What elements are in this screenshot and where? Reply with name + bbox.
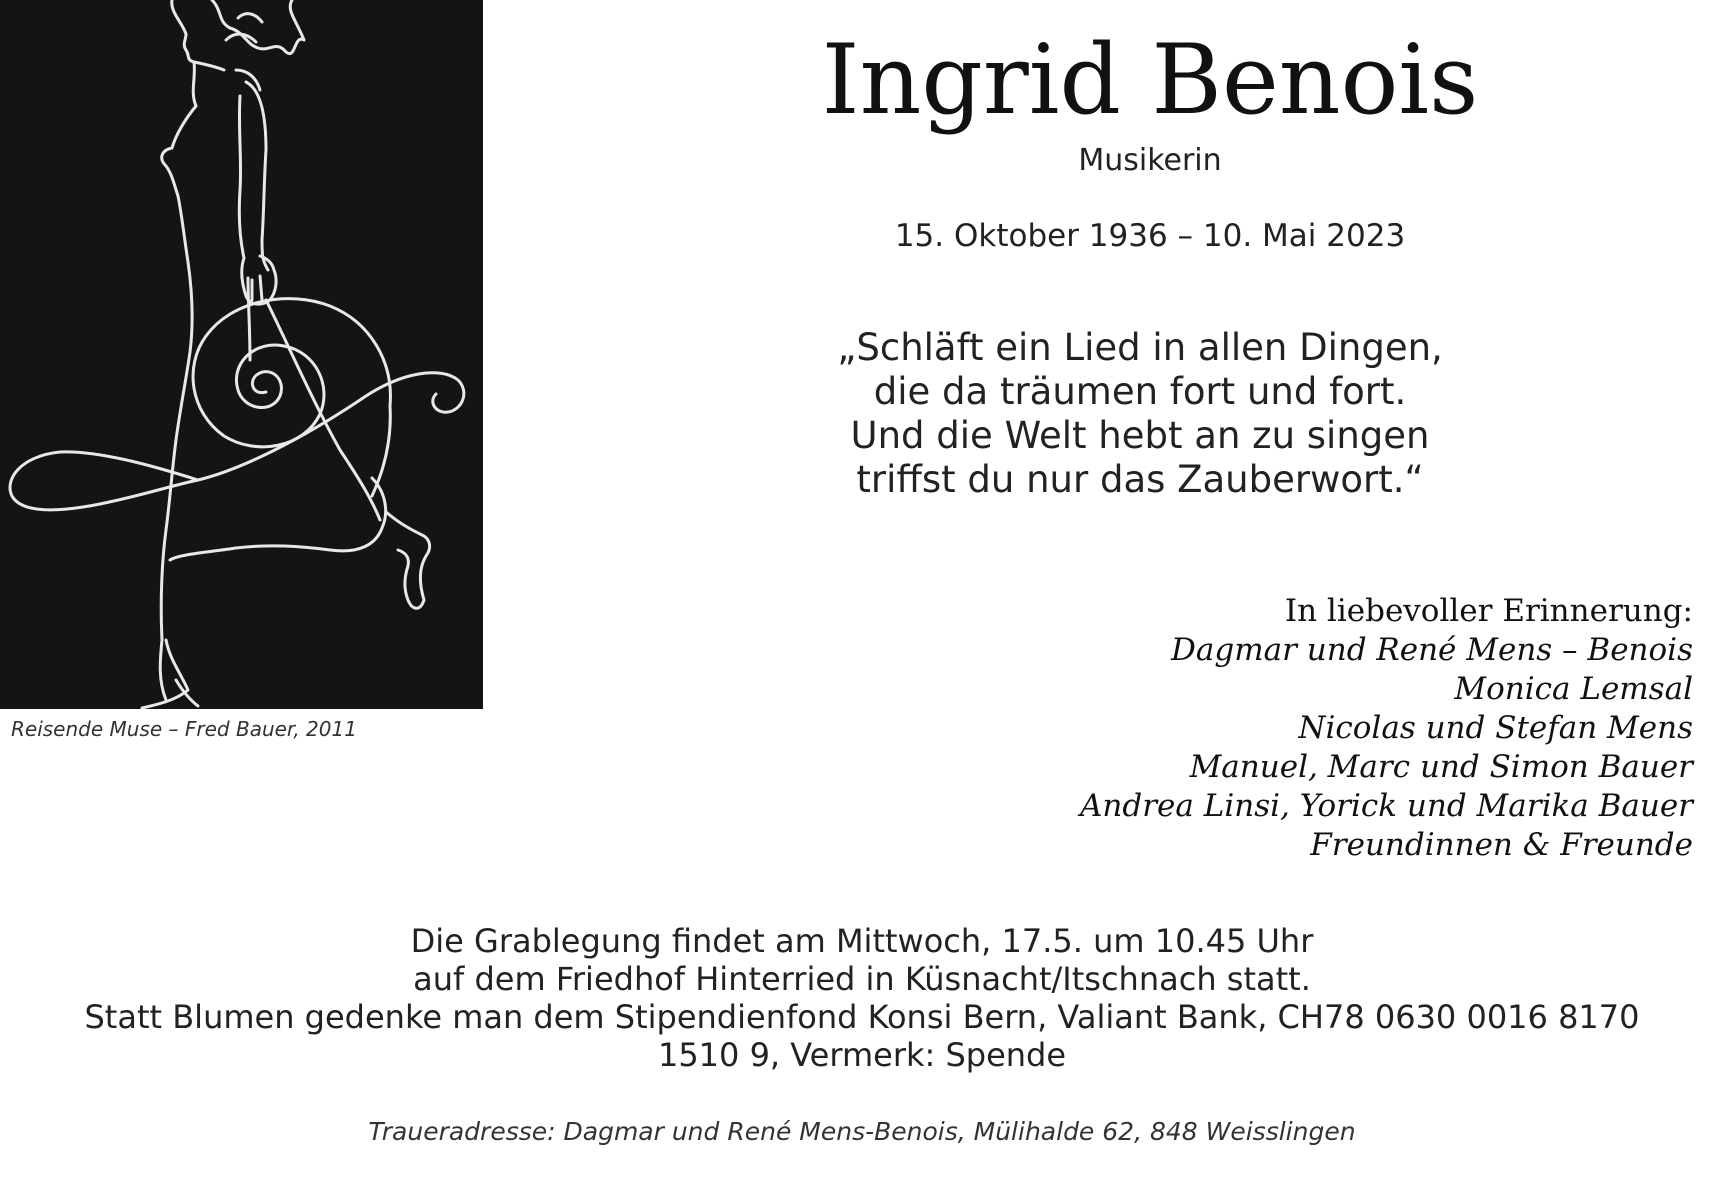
quote-line: „Schläft ein Lied in allen Dingen,	[837, 326, 1443, 369]
burial-line: Statt Blumen gedenke man dem Stipendienfond Konsi Bern, Valiant Bank, CH78 0630 0016 8170	[84, 998, 1640, 1036]
burial-line: auf dem Friedhof Hinterried in Küsnacht/Itschnach statt.	[413, 960, 1311, 998]
mourner-name: Freundinnen & Freunde	[1310, 827, 1693, 863]
quote-line: die da träumen fort und fort.	[873, 370, 1407, 413]
deceased-name: Ingrid Benois	[821, 24, 1479, 136]
mourning-address: Traueradresse: Dagmar und René Mens-Benois, Mülihalde 62, 848 Weisslingen	[368, 1117, 1356, 1146]
mourners-list	[933, 592, 1693, 865]
quote	[780, 326, 1500, 502]
life-dates: 15. Oktober 1936 – 10. Mai 2023	[894, 218, 1406, 254]
quote-line: triffst du nur das Zauberwort.“	[856, 458, 1424, 501]
mourner-name: Manuel, Marc und Simon Bauer	[1189, 749, 1693, 785]
profession: Musikerin	[1078, 143, 1222, 178]
burial-notice	[40, 922, 1684, 1074]
artwork-caption: Reisende Muse – Fred Bauer, 2011	[11, 717, 357, 741]
muse-line-drawing	[0, 0, 483, 709]
artwork-image	[0, 0, 483, 709]
burial-line: Die Grablegung findet am Mittwoch, 17.5. um 10.45 Uhr	[410, 922, 1314, 960]
mourner-name: Dagmar und René Mens – Benois	[1171, 632, 1693, 668]
mourner-name: Andrea Linsi, Yorick und Marika Bauer	[1080, 788, 1693, 824]
mourner-name: Monica Lemsal	[1454, 671, 1693, 707]
burial-line: 1510 9, Vermerk: Spende	[657, 1036, 1067, 1074]
mourners-heading: In liebevoller Erinnerung:	[1284, 593, 1693, 629]
mourner-name: Nicolas und Stefan Mens	[1298, 710, 1693, 746]
quote-line: Und die Welt hebt an zu singen	[850, 414, 1430, 457]
